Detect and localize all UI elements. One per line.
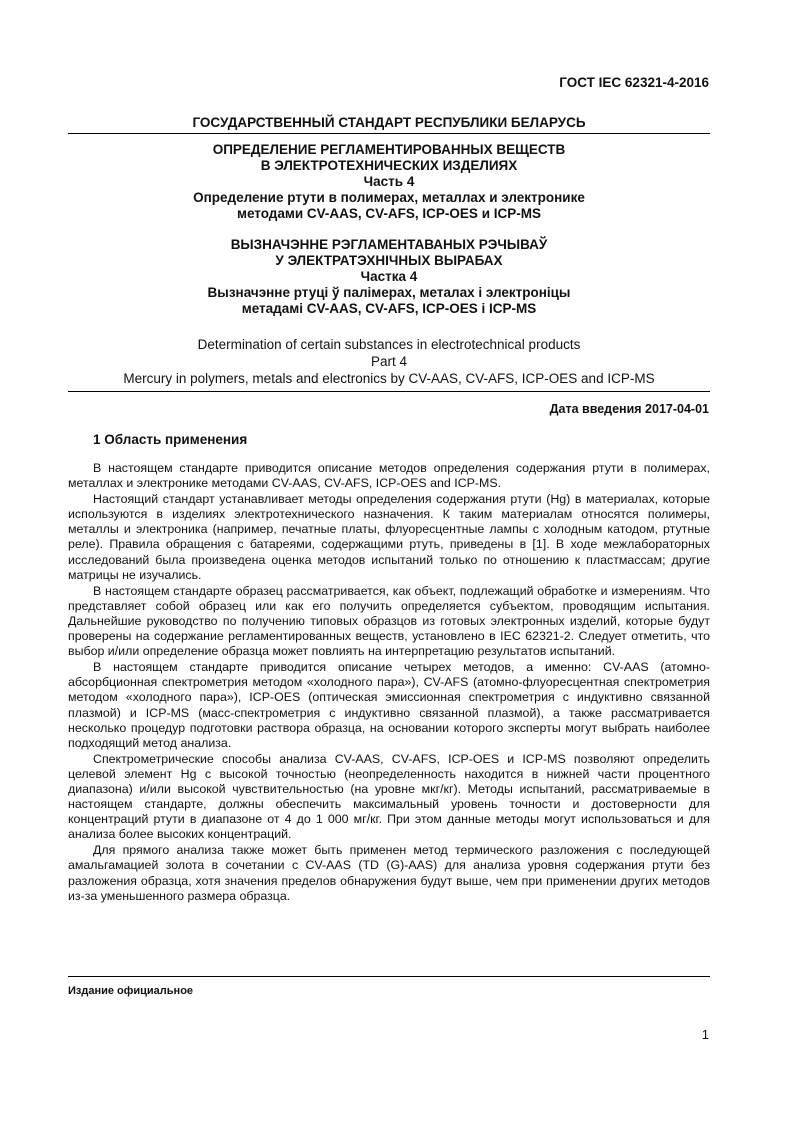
title-en-line1: Determination of certain substances in electrotechnical products bbox=[197, 337, 581, 352]
page-number: 1 bbox=[701, 1027, 709, 1042]
title-ru-subtitle1: Определение ртути в полимерах, металлах и электронике bbox=[193, 190, 585, 205]
title-by-subtitle1: Вызначэнне ртуці ў палімерах, металах і электроніцы bbox=[207, 285, 571, 300]
title-ru-line2: В ЭЛЕКТРОТЕХНИЧЕСКИХ ИЗДЕЛИЯХ bbox=[260, 158, 518, 173]
paragraph: В настоящем стандарте приводится описание четырех методов, а именно: CV-AAS (атомно-абсорбционная спектрометрия методом «холодного пара»), CV-AFS (атомно-флуоресцентная спектрометрия методом «холодного пара»), ICP-OES (оптическая эмиссионная спектрометрия с индуктивно связанной плазмой) и ICP-MS (масс-спектрометрия с индуктивно связанной плазмой), а также рассматривается несколько процедур подготовки раствора образца, на основании которого эксперты могут выбрать наиболее подходящий метод анализа. bbox=[68, 660, 710, 750]
title-english bbox=[68, 336, 710, 392]
title-by-line2: У ЭЛЕКТРАТЭХНІЧНЫХ ВЫРАБАХ bbox=[275, 253, 503, 268]
paragraph: Настоящий стандарт устанавливает методы определения содержания ртути (Hg) в материалах, которые используются в изделиях электротехнического назначения. К таким материалам относятся полимеры, металлы и электроника (например, печатные платы, флуоресцентные лампы с холодным катодом, ртутные реле). Правила обращения с батареями, содержащими ртуть, приведены в [1]. В ходе межлабораторных исследований была произведена оценка методов испытаний только по отношению к пластмассам; другие матрицы не изучались. bbox=[68, 492, 710, 582]
state-standard-heading: ГОСУДАРСТВЕННЫЙ СТАНДАРТ РЕСПУБЛИКИ БЕЛАРУСЬ bbox=[68, 115, 710, 134]
title-belarusian bbox=[68, 237, 710, 317]
footer-divider bbox=[68, 976, 710, 977]
title-en-part: Part 4 bbox=[370, 354, 408, 369]
standard-number: ГОСТ IEC 62321-4-2016 bbox=[559, 75, 709, 90]
title-by-part: Частка 4 bbox=[360, 269, 418, 284]
introduction-date: Дата введения 2017-04-01 bbox=[549, 402, 709, 416]
title-ru-subtitle2: методами CV-AAS, CV-AFS, ICP-OES и ICP-MS bbox=[236, 206, 541, 221]
title-by-line1: ВЫЗНАЧЭННЕ РЭГЛАМЕНТАВАНЫХ РЭЧЫВАЎ bbox=[230, 237, 548, 252]
title-ru-part: Часть 4 bbox=[363, 174, 415, 189]
paragraph: Спектрометрические способы анализа CV-AAS, CV-AFS, ICP-OES и ICP-MS позволяют определить целевой элемент Hg с высокой точностью (неопределенность находится в нижней части процентного диапазона) и/или высокой чувствительностью (на уровне мкг/кг). Методы испытаний, рассматриваемые в настоящем стандарте, должны обеспечить максимальный уровень точности и достоверности для концентраций ртути в диапазоне от 4 до 1 000 мг/кг. При этом данные методы могут использоваться и для анализа более высоких концентраций. bbox=[68, 751, 710, 842]
edition-label: Издание официальное bbox=[68, 985, 194, 997]
title-russian bbox=[68, 142, 710, 222]
title-by-subtitle2: метадамі CV-AAS, CV-AFS, ICP-OES і ICP-MS bbox=[241, 301, 537, 316]
paragraph: В настоящем стандарте приводится описание методов определения содержания ртути в полимерах, металлах и электронике методами CV-AAS, CV-AFS, ICP-OES and ICP-MS. bbox=[68, 461, 710, 491]
paragraph: В настоящем стандарте образец рассматривается, как объект, подлежащий обработке и измерениям. Что представляет собой образец или как его получить определяется субъектом, проводящим испытания. Дальнейшие руководство по получению типовых образцов из готовых электронных изделий, которые будут проверены на содержание регламентированных веществ, установлено в IEC 62321-2. Следует отметить, что выбор и/или определение образца может повлиять на интерпретацию результатов испытаний. bbox=[68, 583, 710, 659]
section-body bbox=[68, 461, 710, 905]
title-en-line2: Mercury in polymers, metals and electronics by CV-AAS, CV-AFS, ICP-OES and ICP-MS bbox=[123, 371, 655, 386]
title-ru-line1: ОПРЕДЕЛЕНИЕ РЕГЛАМЕНТИРОВАННЫХ ВЕЩЕСТВ bbox=[212, 142, 566, 157]
paragraph: Для прямого анализа также может быть применен метод термического разложения с последующей амальгамацией золота в сочетании с CV-AAS (TD (G)-AAS) для анализа уровня содержания ртути без разложения образца, хотя значения пределов обнаружения будут выше, чем при применении других методов из-за уменьшенного размера образца. bbox=[68, 843, 710, 903]
section-heading: 1 Область применения bbox=[93, 432, 248, 447]
